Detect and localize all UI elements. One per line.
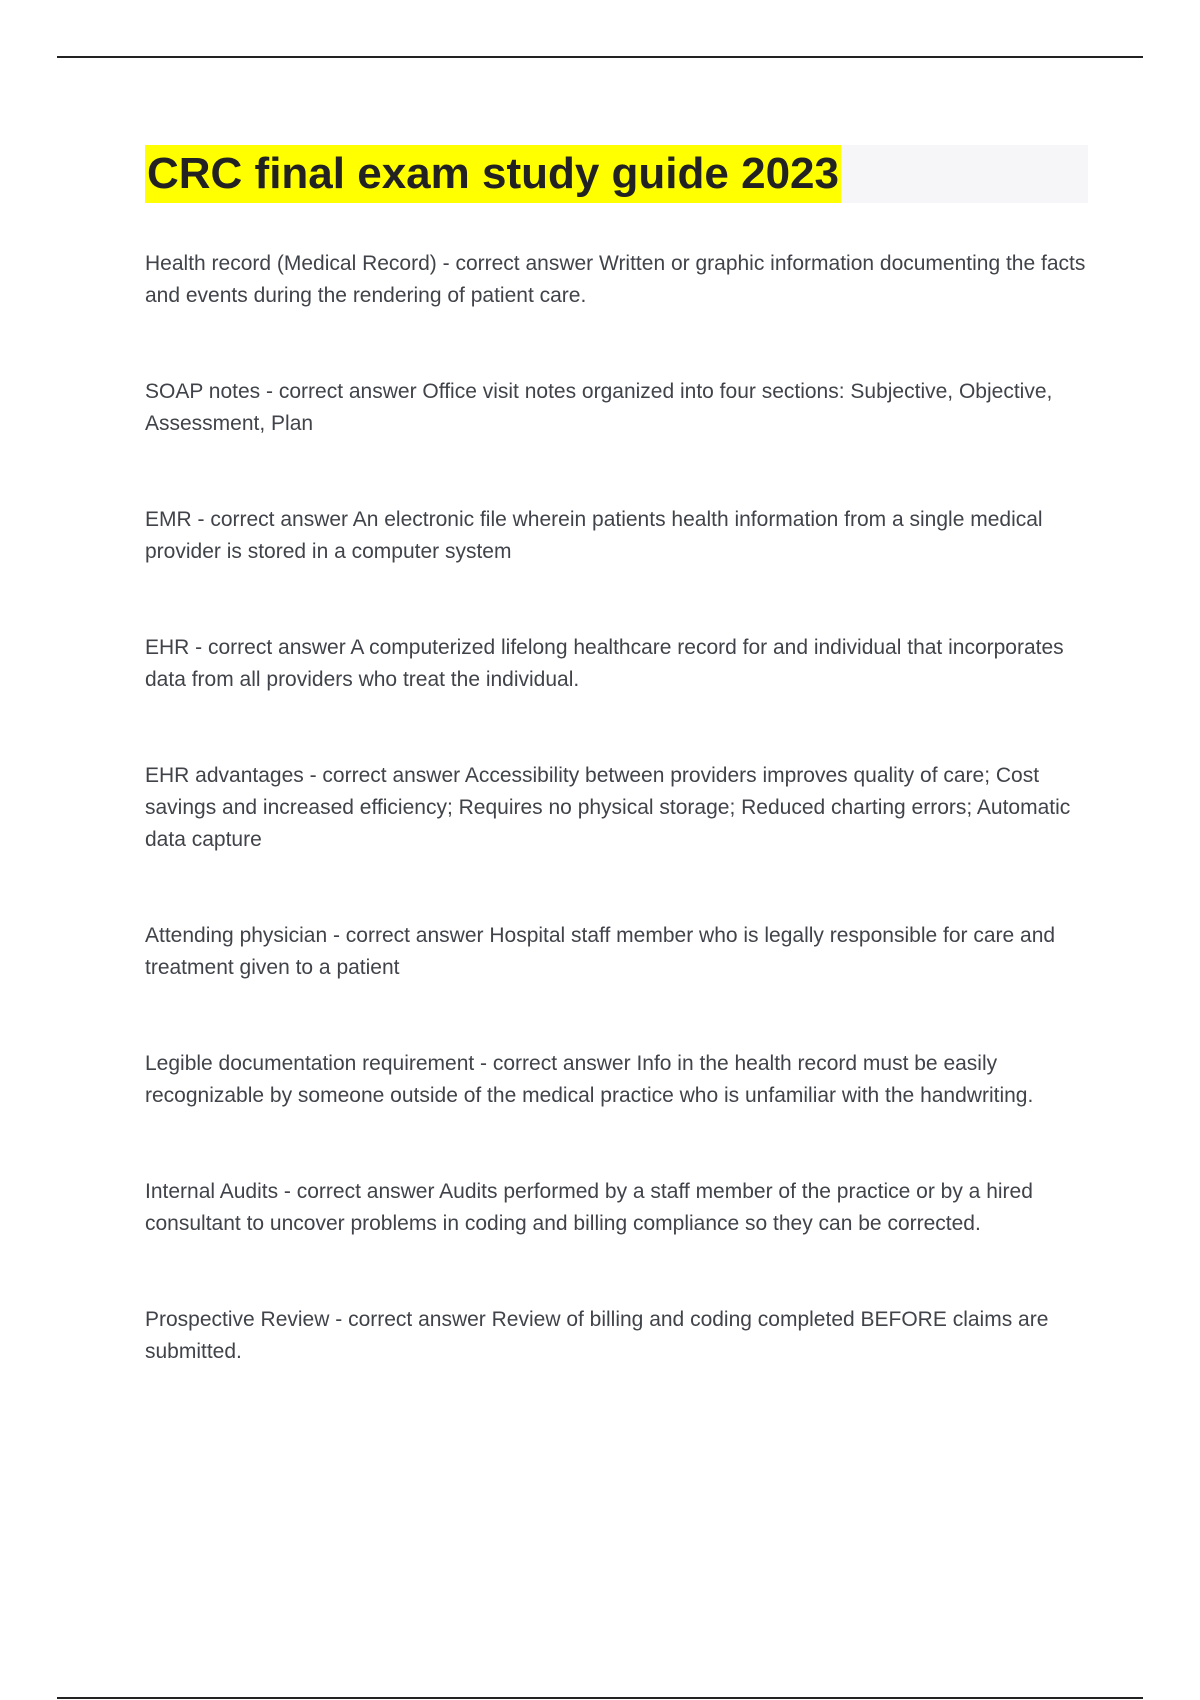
entry-separator: - correct answer: [327, 924, 490, 947]
entry-health-record: [145, 248, 1095, 312]
entry-term: Health record (Medical Record): [145, 252, 437, 275]
entry-separator: - correct answer: [189, 636, 351, 659]
entry-soap-notes: [145, 376, 1095, 440]
entry-emr: [145, 504, 1095, 568]
entry-list: [145, 248, 1095, 1432]
entry-separator: - correct answer: [191, 508, 353, 531]
entry-term: Prospective Review: [145, 1308, 330, 1331]
entry-separator: - correct answer: [303, 764, 465, 787]
entry-answer: An electronic file wherein patients health information from a single medical provider is stored in a computer system: [145, 508, 1043, 563]
entry-separator: - correct answer: [436, 252, 599, 275]
entry-term: EHR advantages: [145, 764, 304, 787]
document-title: CRC final exam study guide 2023: [145, 145, 841, 203]
entry-answer: Hospital staff member who is legally responsible for care and treatment given to a patient: [145, 924, 1056, 979]
entry-answer: Review of billing and coding completed BEFORE claims are submitted.: [145, 1308, 1049, 1363]
entry-legible-documentation: [145, 1048, 1095, 1112]
entry-internal-audits: [145, 1176, 1095, 1240]
entry-term: SOAP notes: [145, 380, 261, 403]
entry-separator: - correct answer: [474, 1052, 637, 1075]
entry-term: EHR: [145, 636, 190, 659]
entry-attending-physician: [145, 920, 1095, 984]
entry-separator: - correct answer: [278, 1180, 440, 1203]
entry-answer: A computerized lifelong healthcare record for and individual that incorporates data from all providers who treat the individual.: [145, 636, 1064, 691]
entry-ehr-advantages: [145, 760, 1095, 856]
entry-prospective-review: [145, 1304, 1095, 1368]
entry-ehr: [145, 632, 1095, 696]
entry-answer: Written or graphic information documenting the facts and events during the rendering of patient care.: [145, 252, 1086, 307]
entry-answer: Info in the health record must be easily recognizable by someone outside of the medical practice who is unfamiliar with the handwriting.: [145, 1052, 1034, 1107]
entry-separator: - correct answer: [260, 380, 423, 403]
entry-answer: Audits performed by a staff member of the practice or by a hired consultant to uncover problems in coding and billing compliance so they can be corrected.: [145, 1180, 1033, 1235]
entry-term: Legible documentation requirement: [145, 1052, 475, 1075]
entry-answer: Office visit notes organized into four sections: Subjective, Objective, Assessment, Plan: [145, 380, 1053, 435]
entry-term: EMR: [145, 508, 192, 531]
entry-separator: - correct answer: [329, 1308, 492, 1331]
entry-term: Internal Audits: [145, 1180, 279, 1203]
entry-term: Attending physician: [145, 924, 328, 947]
entry-answer: Accessibility between providers improves quality of care; Cost savings and increased efficiency; Requires no physical storage; Reduced charting errors; Automatic data capture: [145, 764, 1071, 851]
top-rule: [57, 56, 1143, 58]
bottom-rule: [57, 1697, 1143, 1699]
